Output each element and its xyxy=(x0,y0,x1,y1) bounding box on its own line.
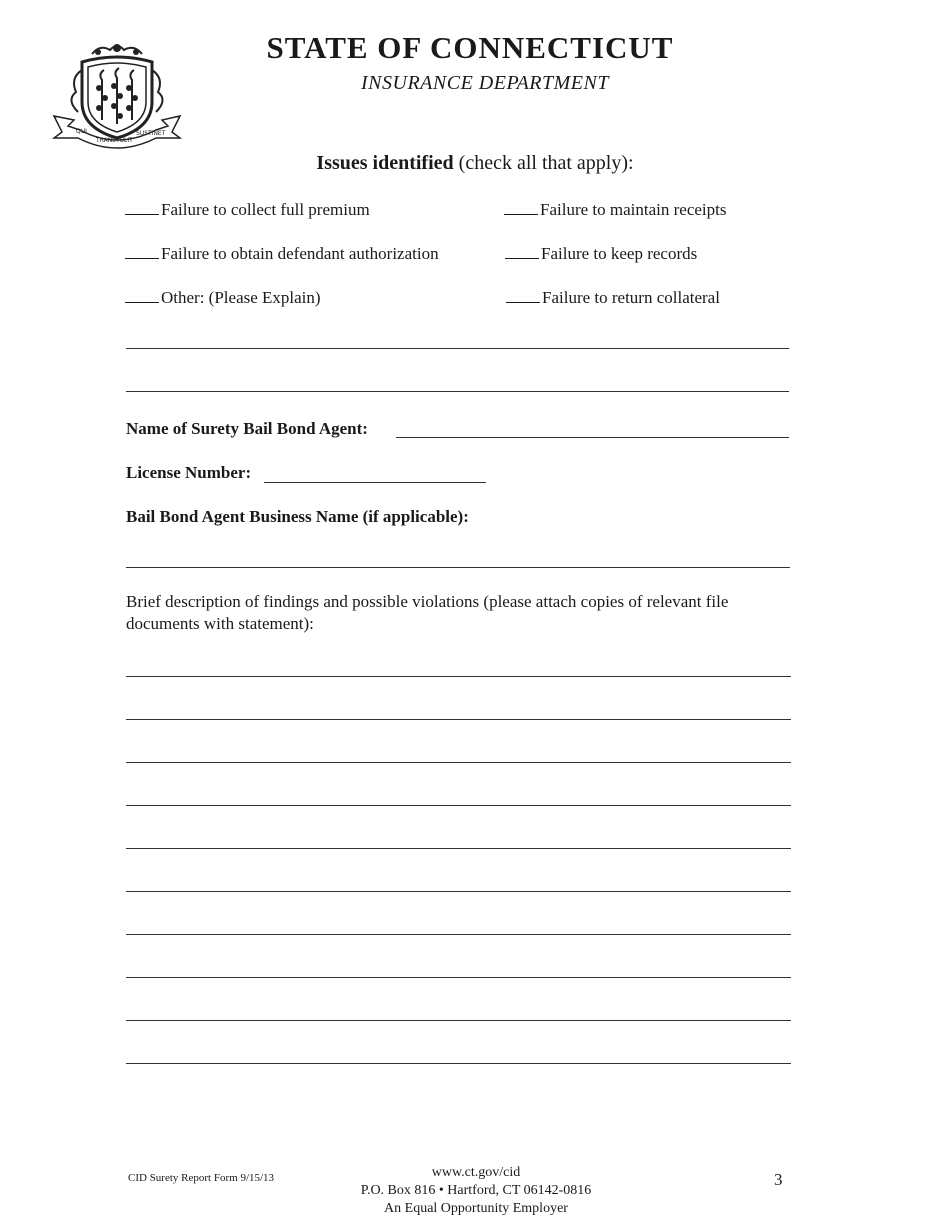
checkbox-return-collateral[interactable]: Failure to return collateral xyxy=(506,288,720,308)
agent-name-label: Name of Surety Bail Bond Agent: xyxy=(126,419,368,438)
checkbox-keep-records[interactable]: Failure to keep records xyxy=(505,244,697,264)
checkbox-collect-full-premium[interactable]: Failure to collect full premium xyxy=(125,200,370,220)
check-blank[interactable] xyxy=(125,244,159,259)
check-blank[interactable] xyxy=(506,288,540,303)
page-number: 3 xyxy=(774,1170,783,1189)
agent-name-field[interactable] xyxy=(396,437,789,438)
description-line[interactable] xyxy=(126,805,791,806)
business-name-label: Bail Bond Agent Business Name (if applicable): xyxy=(126,507,469,526)
description-line[interactable] xyxy=(126,1020,791,1021)
explain-line[interactable] xyxy=(126,391,789,392)
description-line[interactable] xyxy=(126,848,791,849)
footer-contact xyxy=(300,1164,652,1218)
check-blank[interactable] xyxy=(504,200,538,215)
description-line[interactable] xyxy=(126,676,791,677)
checkbox-defendant-authorization[interactable]: Failure to obtain defendant authorization xyxy=(125,244,439,264)
description-line[interactable] xyxy=(126,891,791,892)
page-title: STATE OF CONNECTICUT xyxy=(266,30,674,65)
svg-text:TRANSTULIT: TRANSTULIT xyxy=(96,137,133,144)
footer-employer: An Equal Opportunity Employer xyxy=(384,1201,568,1216)
department-name: INSURANCE DEPARTMENT xyxy=(361,72,609,94)
license-number-label: License Number: xyxy=(126,463,252,482)
explain-line[interactable] xyxy=(126,348,789,349)
issues-heading xyxy=(240,152,710,175)
form-identifier: CID Surety Report Form 9/15/13 xyxy=(128,1172,275,1184)
footer-website: www.ct.gov/cid xyxy=(431,1165,521,1180)
checkbox-other[interactable]: Other: (Please Explain) xyxy=(125,288,321,308)
description-line[interactable] xyxy=(126,719,791,720)
state-seal xyxy=(52,40,182,152)
check-blank[interactable] xyxy=(125,288,159,303)
business-name-field[interactable] xyxy=(126,567,790,568)
description-line[interactable] xyxy=(126,762,791,763)
license-number-field[interactable] xyxy=(264,482,486,483)
svg-text:SUSTINET: SUSTINET xyxy=(136,130,166,137)
svg-text:QUI: QUI xyxy=(76,128,87,135)
footer-address: P.O. Box 816 • Hartford, CT 06142-0816 xyxy=(360,1183,592,1198)
description-line[interactable] xyxy=(126,977,791,978)
description-line[interactable] xyxy=(126,934,791,935)
issues-heading-bold: Issues identified xyxy=(316,152,454,174)
description-line[interactable] xyxy=(126,1063,791,1064)
description-instructions: Brief description of findings and possible violations (please attach copies of relevant file documents with statement): xyxy=(126,592,729,633)
issues-heading-rest: (check all that apply): xyxy=(453,152,634,174)
check-blank[interactable] xyxy=(125,200,159,215)
checkbox-maintain-receipts[interactable]: Failure to maintain receipts xyxy=(504,200,726,220)
check-blank[interactable] xyxy=(505,244,539,259)
